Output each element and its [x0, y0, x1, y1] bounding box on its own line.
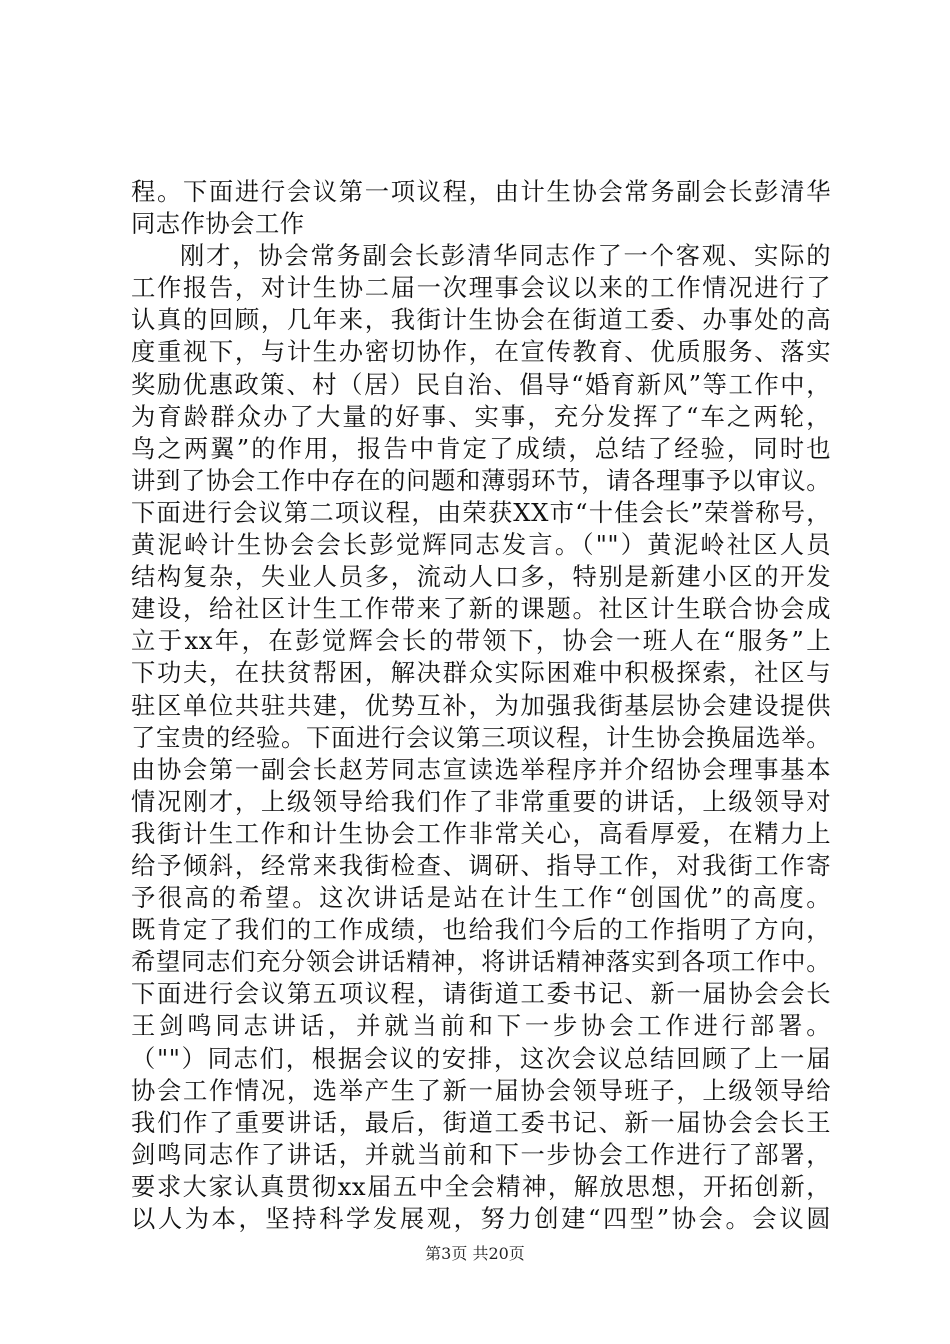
text-line: 结构复杂，失业人员多，流动人口多，特别是新建小区的开发	[131, 562, 831, 592]
text-line: 下面进行会议第五项议程，请街道工委书记、新一届协会会长	[131, 979, 831, 1009]
text-line: 由协会第一副会长赵芳同志宣读选举程序并介绍协会理事基本	[131, 754, 831, 784]
text-line: 我街计生工作和计生协会工作非常关心，高看厚爱，在精力上	[131, 818, 831, 848]
text-line: 工作报告，对计生协二届一次理事会议以来的工作情况进行了	[131, 273, 831, 303]
text-line: 驻区单位共驻共建，优势互补，为加强我街基层协会建设提供	[131, 690, 831, 720]
text-line: 情况刚才，上级领导给我们作了非常重要的讲话，上级领导对	[131, 786, 831, 816]
text-line: 予很高的希望。这次讲话是站在计生工作“创国优”的高度。	[131, 883, 831, 913]
text-line: 建设，给社区计生工作带来了新的课题。社区计生联合协会成	[131, 594, 831, 624]
text-line: 下面进行会议第二项议程，由荣获XX市“十佳会长”荣誉称号，	[131, 497, 831, 527]
text-line: 黄泥岭计生协会会长彭觉辉同志发言。（""）黄泥岭社区人员	[131, 530, 831, 560]
text-line: 度重视下，与计生办密切协作，在宣传教育、优质服务、落实	[131, 337, 831, 367]
page-number-footer: 第3页 共20页	[425, 1244, 525, 1263]
text-line: 王剑鸣同志讲话，并就当前和下一步协会工作进行部署。	[131, 1011, 831, 1041]
text-line: 立于xx年，在彭觉辉会长的带领下，协会一班人在“服务”上	[131, 626, 831, 656]
body-text	[131, 176, 831, 1235]
text-line: 既肯定了我们的工作成绩，也给我们今后的工作指明了方向，	[131, 915, 831, 945]
text-line: 程。下面进行会议第一项议程，由计生协会常务副会长彭清华	[131, 177, 831, 206]
text-line: 为育龄群众办了大量的好事、实事，充分发挥了“车之两轮，	[131, 401, 831, 431]
text-line: 给予倾斜，经常来我街检查、调研、指导工作，对我街工作寄	[131, 850, 831, 880]
text-line: 协会工作情况，选举产生了新一届协会领导班子，上级领导给	[131, 1075, 831, 1105]
text-line: 希望同志们充分领会讲话精神，将讲话精神落实到各项工作中。	[131, 947, 831, 977]
text-line: 奖励优惠政策、村（居）民自治、倡导“婚育新风”等工作中，	[131, 369, 831, 399]
text-line: 以人为本，坚持科学发展观，努力创建“四型”协会。会议圆	[131, 1204, 831, 1233]
text-line: （""）同志们，根据会议的安排，这次会议总结回顾了上一届	[131, 1043, 831, 1073]
text-line: 同志作协会工作	[131, 209, 305, 239]
text-line: 剑鸣同志作了讲话，并就当前和下一步协会工作进行了部署，	[131, 1139, 831, 1169]
text-line: 下功夫，在扶贫帮困，解决群众实际困难中积极探索，社区与	[131, 658, 831, 688]
text-line: 鸟之两翼”的作用，报告中肯定了成绩，总结了经验，同时也	[131, 433, 831, 463]
text-line: 刚才，协会常务副会长彭清华同志作了一个客观、实际的	[180, 241, 831, 271]
text-line: 认真的回顾，几年来，我街计生协会在街道工委、办事处的高	[131, 305, 831, 335]
text-line: 讲到了协会工作中存在的问题和薄弱环节，请各理事予以审议。	[131, 465, 831, 495]
text-line: 我们作了重要讲话，最后，街道工委书记、新一届协会会长王	[131, 1107, 831, 1137]
text-line: 了宝贵的经验。下面进行会议第三项议程，计生协会换届选举。	[131, 722, 831, 752]
text-line: 要求大家认真贯彻xx届五中全会精神，解放思想，开拓创新，	[131, 1171, 831, 1201]
